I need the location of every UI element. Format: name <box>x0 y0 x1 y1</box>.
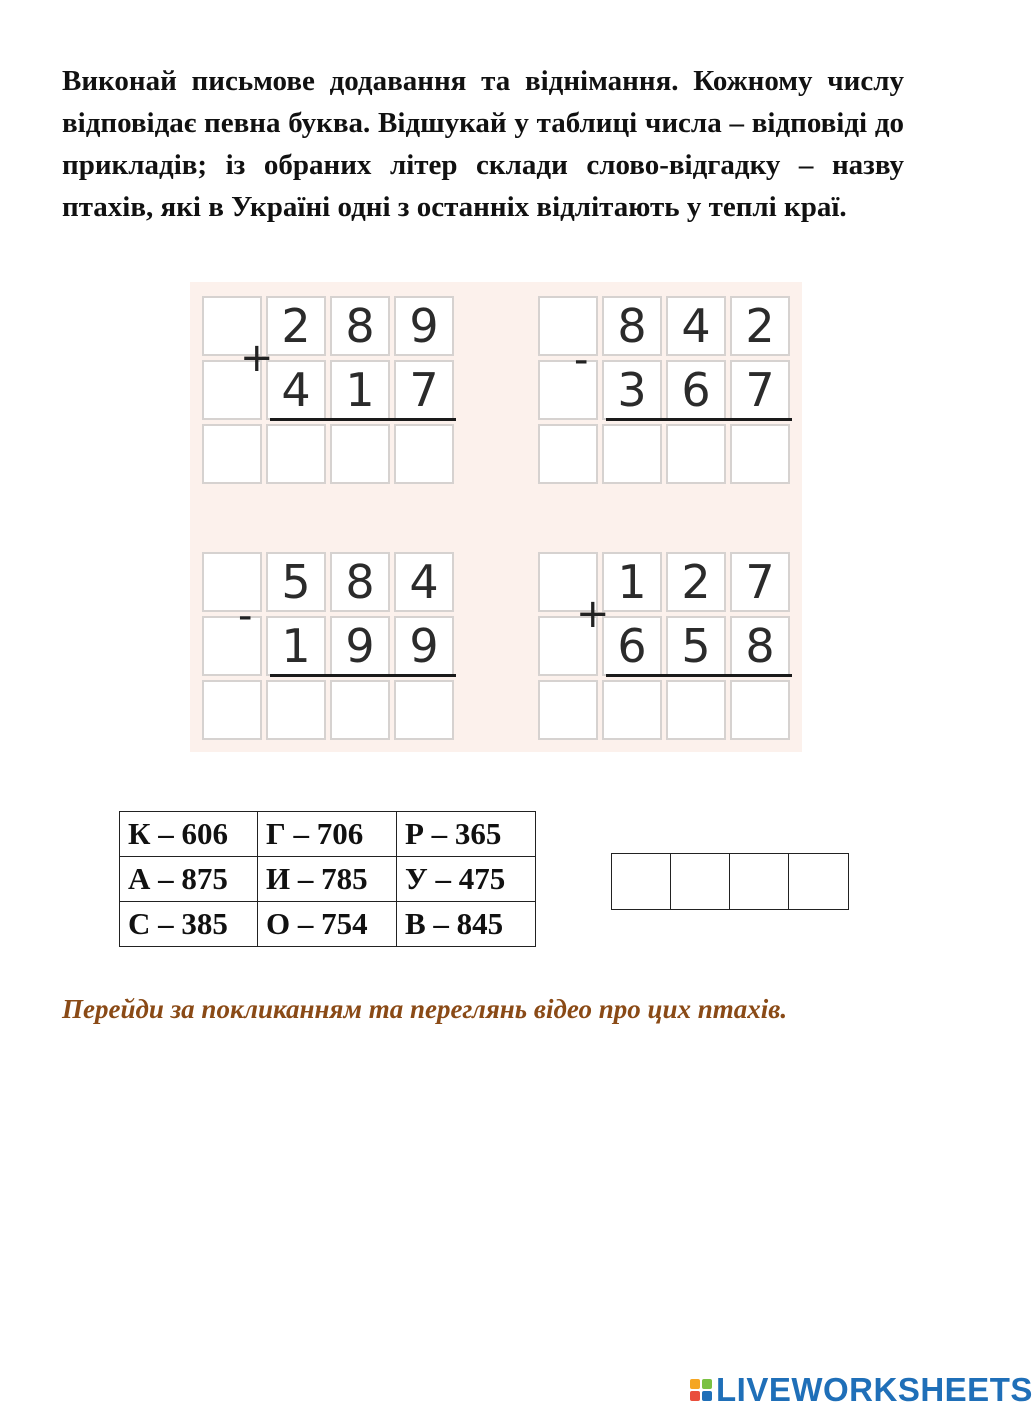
answer-cell[interactable] <box>538 424 598 484</box>
sum-line <box>606 674 792 677</box>
answer-letter-box[interactable] <box>730 854 789 909</box>
sum-line <box>270 674 456 677</box>
problem-1 <box>200 294 456 486</box>
answer-cell[interactable] <box>330 424 390 484</box>
problem-4 <box>536 550 792 742</box>
answer-cell[interactable] <box>730 680 790 740</box>
problem-2 <box>536 294 792 486</box>
bottom-digit: 8 <box>730 616 790 676</box>
answer-cell[interactable] <box>266 424 326 484</box>
bottom-digit: 6 <box>602 616 662 676</box>
top-digit: 1 <box>602 552 662 612</box>
answer-cell[interactable] <box>730 424 790 484</box>
answer-cell[interactable] <box>666 424 726 484</box>
top-digit: 2 <box>666 552 726 612</box>
bottom-digit: 1 <box>266 616 326 676</box>
answer-key-cell: О – 754 <box>258 902 397 947</box>
answer-cell[interactable] <box>394 424 454 484</box>
carry-cell <box>202 552 262 612</box>
operator-cell <box>202 616 262 676</box>
answer-key-cell: К – 606 <box>120 812 258 857</box>
top-digit: 4 <box>394 552 454 612</box>
plus-sign: + <box>576 591 610 637</box>
table-row <box>120 857 536 902</box>
answer-cell[interactable] <box>538 680 598 740</box>
answer-cell[interactable] <box>202 680 262 740</box>
table-row <box>120 812 536 857</box>
top-digit: 8 <box>330 296 390 356</box>
answer-letter-box[interactable] <box>789 854 848 909</box>
bottom-digit: 9 <box>394 616 454 676</box>
answer-cell[interactable] <box>330 680 390 740</box>
logo-icon <box>690 1379 712 1401</box>
top-digit: 9 <box>394 296 454 356</box>
answer-cell[interactable] <box>394 680 454 740</box>
minus-sign: - <box>238 593 253 639</box>
minus-sign: - <box>574 337 589 383</box>
exercise-panel <box>190 282 802 752</box>
problem-3 <box>200 550 456 742</box>
answer-cell[interactable] <box>602 680 662 740</box>
answer-key-table <box>119 811 536 947</box>
answer-cell[interactable] <box>202 424 262 484</box>
answer-word-boxes <box>611 853 849 910</box>
bottom-digit: 3 <box>602 360 662 420</box>
answer-key-cell: Г – 706 <box>258 812 397 857</box>
bottom-digit: 5 <box>666 616 726 676</box>
answer-key-cell: А – 875 <box>120 857 258 902</box>
answer-letter-box[interactable] <box>671 854 730 909</box>
sum-line <box>606 418 792 421</box>
top-digit: 5 <box>266 552 326 612</box>
plus-sign: + <box>240 335 274 381</box>
bottom-digit: 7 <box>394 360 454 420</box>
bottom-digit: 6 <box>666 360 726 420</box>
answer-key-cell: В – 845 <box>397 902 536 947</box>
operator-cell <box>538 360 598 420</box>
top-digit: 2 <box>730 296 790 356</box>
top-digit: 7 <box>730 552 790 612</box>
carry-cell <box>538 296 598 356</box>
answer-letter-box[interactable] <box>612 854 671 909</box>
answer-key-cell: У – 475 <box>397 857 536 902</box>
bottom-digit: 9 <box>330 616 390 676</box>
top-digit: 4 <box>666 296 726 356</box>
bottom-digit: 4 <box>266 360 326 420</box>
brand-name: LIVEWORKSHEETS <box>716 1371 1033 1408</box>
top-digit: 8 <box>602 296 662 356</box>
answer-cell[interactable] <box>666 680 726 740</box>
bottom-digit: 1 <box>330 360 390 420</box>
answer-key-cell: Р – 365 <box>397 812 536 857</box>
answer-key-cell: С – 385 <box>120 902 258 947</box>
bottom-digit: 7 <box>730 360 790 420</box>
table-row <box>120 902 536 947</box>
top-digit: 2 <box>266 296 326 356</box>
answer-key-cell: И – 785 <box>258 857 397 902</box>
instructions-text: Виконай письмове додавання та віднімання. Кожному числу відповідає певна буква. Відшукай у таблиці числа – відповіді до прикладів; із обраних літер склади слово-відгадку – назву птахів, які в Україні одні з останніх відлітають у теплі краї. <box>62 65 904 223</box>
answer-cell[interactable] <box>602 424 662 484</box>
video-link[interactable]: Перейди за покликанням та переглянь відео про цих птахів. <box>62 994 788 1024</box>
top-digit: 8 <box>330 552 390 612</box>
liveworksheets-logo <box>690 1373 1033 1407</box>
sum-line <box>270 418 456 421</box>
answer-cell[interactable] <box>266 680 326 740</box>
